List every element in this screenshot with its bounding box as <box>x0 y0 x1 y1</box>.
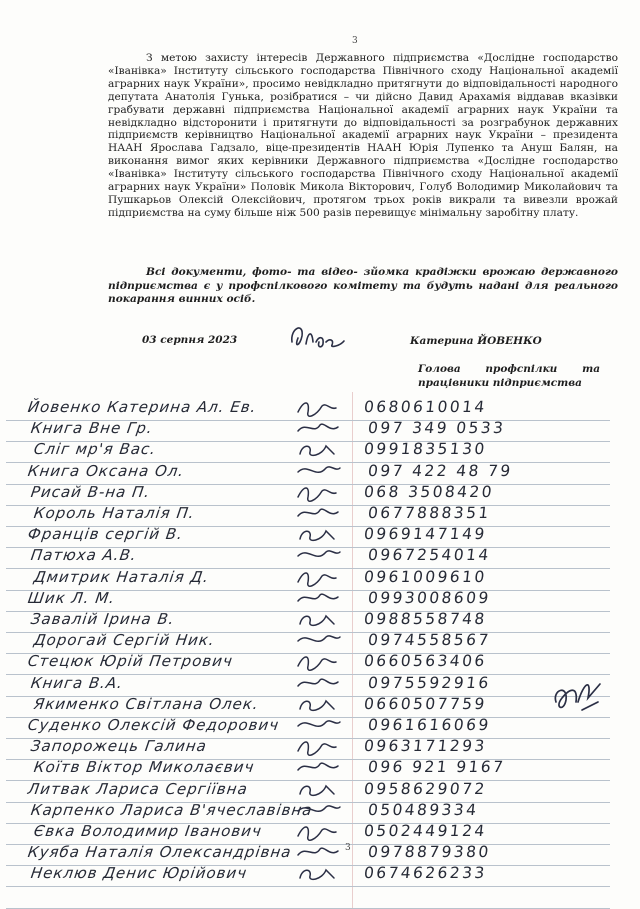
signatory-signature <box>296 568 346 590</box>
body-paragraph: З метою захисту інтересів Державного підприємства «Дослідне господарство «Іванівка» Інституту сільського господарства Північного сходу Національної академії аграрних наук України», просимо невідкладно притягнути до відповідальності народного депутата Анатолія Гунька, розібратися – чи дійсно Давид Арахамія віддавав вказівки грабувати державні підприємства Національної академії аграрних наук України та невідкладно відсторонити і притягнути до відповідальності за розграбунок державних підприємств керівництво Національної академії аграрних наук України – президента НААН Ярослава Гадзало, віце-президентів НААН Юрія Лупенко та Ануш Балян, на виконання вимог яких керівники Державного підприємства «Дослідне господарство «Іванівка» Інституту сільського господарства Північного сходу Національної академії аграрних наук України» Половік Микола Вікторович, Голуб Володимир Миколайович та Пушкарьов Олексій Олексійович, протягом трьох років викрали та вивезли врожай підприємства на суму більше ніж 500 разів перевищує мінімальну заробітну плату. <box>108 52 618 219</box>
signatory-phone: 0677888351 <box>367 504 492 522</box>
signatory-name: Книга Вне Гр. <box>29 419 155 438</box>
signatory-name: Карпенко Лариса В'ячеславівна <box>29 800 314 819</box>
signatory-phone: 0674626233 <box>363 864 488 883</box>
signatory-name: Книга Оксана Ол. <box>26 461 186 480</box>
signatory-name: Шик Л. М. <box>26 588 117 607</box>
signatory-name: Сліг мр'я Вас. <box>32 440 158 459</box>
signatory-name: Коїтв Віктор Миколаєвич <box>32 758 256 777</box>
signatory-name: Завалій Ірина В. <box>29 610 176 628</box>
signatory-name: Якименко Світлана Олек. <box>32 694 261 713</box>
signatory-phone: 0660563406 <box>363 652 488 671</box>
signatory-name: Суденко Олексій Федорович <box>26 716 281 734</box>
signatory-signature <box>296 843 346 865</box>
signatory-phone: 0967254014 <box>367 546 492 565</box>
signatory-phone: 0961616069 <box>367 716 492 734</box>
signatory-name: Йовенко Катерина Ал. Ев. <box>26 398 258 416</box>
signatory-signature <box>296 525 346 547</box>
signatory-phone: 0958629072 <box>363 779 488 798</box>
signatory-phone: 096 921 9167 <box>367 758 507 777</box>
signatory-signature <box>296 652 346 674</box>
signatory-signature <box>296 674 346 696</box>
signatory-phone: 0974558567 <box>367 631 492 650</box>
signatory-phone: 0993008609 <box>367 588 492 607</box>
signatory-signature <box>296 758 346 780</box>
signatory-phone: 097 422 48 79 <box>367 461 514 480</box>
page-number: 3 <box>352 36 358 46</box>
signatory-name: Євка Володимир Іванович <box>32 822 264 840</box>
signatory-signature <box>296 780 346 802</box>
handwritten-signature-side <box>548 672 608 722</box>
closing-paragraph: Всі документи, фото- та відео- зйомка крадіжки врожаю державного підприємства є у профспілкового комітету та будуть надані для реального покарання винних осіб. <box>108 266 618 305</box>
signatory-signature <box>296 737 346 759</box>
signatory-signature <box>296 631 346 653</box>
signatory-signature <box>296 589 346 611</box>
signatory-signature <box>296 462 346 484</box>
signatory-name: Запорожець Галина <box>29 737 209 756</box>
signer-name: Катерина ЙОВЕНКО <box>410 335 542 347</box>
signatory-signature <box>296 483 346 505</box>
signatory-name: Литвак Лариса Сергіївна <box>26 779 250 798</box>
signatory-phone: 0961009610 <box>363 567 488 586</box>
signatory-signature <box>296 610 346 632</box>
signer-role-word-1: Голова <box>418 363 461 375</box>
signatory-name: Куяба Наталія Олександрівна <box>26 843 293 862</box>
signatory-phone: 068 3508420 <box>363 482 495 501</box>
signatory-name: Рисай В-на П. <box>29 482 152 501</box>
signatory-phone: 0969147149 <box>363 525 488 544</box>
signatory-signature <box>296 864 346 886</box>
letter-date: 03 серпня 2023 <box>142 334 238 346</box>
signatory-signature <box>296 419 346 441</box>
signatory-name: Стецюк Юрій Петрович <box>26 652 235 671</box>
signer-role-word-3: та <box>582 363 600 375</box>
signatory-phone: 050489334 <box>367 800 480 819</box>
signatory-name: Король Наталія П. <box>32 504 196 522</box>
signer-role-line-2: працівники підприємства <box>418 377 582 389</box>
ruled-line <box>6 886 610 887</box>
signatory-signature <box>296 398 346 420</box>
signatory-phone: 0991835130 <box>363 440 488 459</box>
signatory-name: Франців сергій В. <box>26 525 185 544</box>
signatory-signature <box>296 504 346 526</box>
signatory-name: Дорогай Сергій Ник. <box>32 631 217 650</box>
signatory-phone: 0502449124 <box>363 822 488 840</box>
signatory-signature <box>296 822 346 844</box>
signatory-signature <box>296 695 346 717</box>
notebook-margin-line <box>352 392 353 908</box>
signatory-phone: 0975592916 <box>367 673 492 692</box>
signatory-signature <box>296 440 346 462</box>
signer-role-line-1 <box>418 363 600 375</box>
signatory-phone: 0978879380 <box>367 843 492 862</box>
signatory-name: Книга В.А. <box>29 673 125 692</box>
signatory-phone: 0660507759 <box>363 694 488 713</box>
signatory-name: Патюха А.В. <box>29 546 139 565</box>
signatory-phone: 0963171293 <box>363 737 488 756</box>
signatory-name: Дмитрик Наталія Д. <box>32 567 211 586</box>
footer-page-mark: 3 <box>345 843 351 853</box>
signatory-signature <box>296 716 346 738</box>
signatory-signature <box>296 801 346 823</box>
signatory-phone: 097 349 0533 <box>367 419 507 438</box>
signatory-phone: 0988558748 <box>363 610 488 628</box>
signatory-name: Неклюв Денис Юрійович <box>29 864 249 883</box>
signatory-signature <box>296 546 346 568</box>
handwritten-signature <box>286 318 356 354</box>
signatory-phone: 0680610014 <box>363 398 488 416</box>
signer-role-word-2: профспілки <box>485 363 558 375</box>
